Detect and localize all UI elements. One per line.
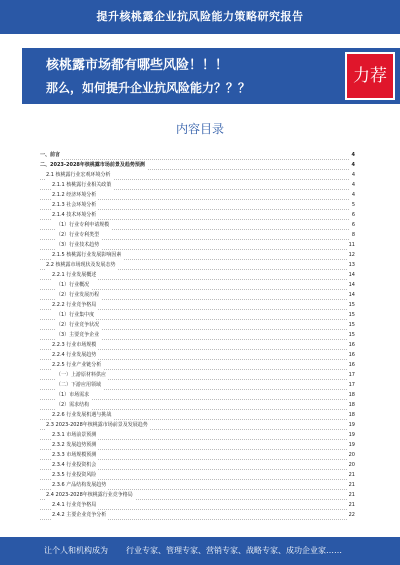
toc-entry[interactable] (40, 390, 355, 400)
recommend-seal: 力荐 (345, 52, 395, 100)
toc-entry-title: （二）下游应用领域 (56, 382, 102, 388)
toc-entry-title: 2.2.4 行业发展趋势 (52, 352, 97, 358)
toc-entry[interactable] (40, 240, 355, 250)
toc-entry[interactable] (40, 340, 355, 350)
toc-entry[interactable] (40, 250, 355, 260)
toc-entry-page: 15 (348, 322, 355, 328)
toc-entry-page: 8 (351, 232, 355, 238)
toc-heading: 内容目录 (175, 122, 224, 136)
toc-entry-title: 2.3.4 行业投资机会 (52, 462, 97, 468)
toc-entry-title: 2.4.2 主要企业竞争分析 (52, 512, 107, 518)
toc-entry-title: 2.2.1 行业发展概述 (52, 272, 97, 278)
toc-entry-title: （1）市场需求 (56, 392, 90, 398)
toc-entry-title: （3）行业技术趋势 (56, 242, 100, 248)
toc-entry-page: 15 (348, 302, 355, 308)
toc-entry[interactable] (40, 320, 355, 330)
toc-entry-page: 15 (348, 312, 355, 318)
toc-entry-page: 14 (348, 292, 355, 298)
toc-entry[interactable] (40, 410, 355, 420)
toc-entry[interactable] (40, 280, 355, 290)
toc-entry[interactable] (40, 180, 355, 190)
hero-banner (22, 48, 400, 104)
toc-entry[interactable] (40, 200, 355, 210)
toc-entry-page: 4 (351, 192, 355, 198)
toc-entry[interactable] (40, 400, 355, 410)
toc-entry-title: 2.3.6 产品结构发展趋势 (52, 482, 107, 488)
toc-entry[interactable] (40, 190, 355, 200)
toc-entry-page: 4 (351, 172, 355, 178)
toc-entry-page: 18 (348, 412, 355, 418)
toc-entry[interactable] (40, 380, 355, 390)
toc-entry-page: 19 (348, 442, 355, 448)
footer-bar (0, 537, 400, 565)
toc-entry-title: 2.2.5 行业产业链分析 (52, 362, 102, 368)
header-bar (0, 0, 400, 34)
toc-entry-page: 4 (351, 162, 355, 168)
toc-entry-page: 17 (348, 372, 355, 378)
toc-entry-page: 20 (348, 452, 355, 458)
toc-entry-title: 2.1.2 经济环境分析 (52, 192, 97, 198)
toc-entry-title: （1）行业概况 (56, 282, 90, 288)
toc-entry-title: 2.3 2023-2028年核桃露市场前景及发展趋势 (46, 422, 148, 428)
toc-entry[interactable] (40, 440, 355, 450)
toc-entry-page: 21 (348, 482, 355, 488)
toc-entry-title: 2.1.1 核桃露行业相关政策 (52, 182, 112, 188)
report-title: 提升核桃露企业抗风险能力策略研究报告 (96, 10, 304, 23)
toc-entry[interactable] (40, 330, 355, 340)
toc-entry-title: 二、2023-2028年核桃露市场前景及趋势预测 (40, 162, 145, 168)
toc-entry-title: 2.4 2023-2028年核桃露行业竞争格局 (46, 492, 133, 498)
toc-entry-title: （2）行业专利类型 (56, 232, 100, 238)
toc-entry[interactable] (40, 310, 355, 320)
toc-entry-page: 18 (348, 392, 355, 398)
toc-entry[interactable] (40, 480, 355, 490)
toc-entry[interactable] (40, 210, 355, 220)
toc-entry[interactable] (40, 430, 355, 440)
toc-entry-page: 11 (348, 242, 355, 248)
toc-entry[interactable] (40, 490, 355, 500)
toc-entry-title: （1）行业专利申请规模 (56, 222, 110, 228)
toc-entry-title: 2.3.5 行业投资风险 (52, 472, 97, 478)
toc-entry-page: 4 (351, 152, 355, 158)
toc-entry[interactable] (40, 350, 355, 360)
toc-entry-title: 2.2.6 行业发展机遇与挑战 (52, 412, 112, 418)
toc-entry-title: （1）行业集中度 (56, 312, 95, 318)
toc-entry[interactable] (40, 450, 355, 460)
toc-entry-title: 2.1 核桃露行业宏观环境分析 (46, 172, 111, 178)
toc-entry[interactable] (40, 150, 355, 160)
toc-entry-page: 19 (348, 432, 355, 438)
footer-slogan-left: 让个人和机构成为 (44, 546, 108, 555)
toc-entry-title: 2.2.2 行业竞争格局 (52, 302, 97, 308)
toc-entry[interactable] (40, 370, 355, 380)
toc-entry-page: 22 (348, 512, 355, 518)
toc-entry[interactable] (40, 160, 355, 170)
toc-entry-page: 15 (348, 332, 355, 338)
toc-entry-title: 2.4.1 行业竞争格局 (52, 502, 97, 508)
toc-entry-page: 20 (348, 462, 355, 468)
toc-entry-page: 6 (351, 212, 355, 218)
toc-entry-page: 14 (348, 282, 355, 288)
toc-entry-page: 14 (348, 272, 355, 278)
toc-entry-title: 2.3.3 市场规模预测 (52, 452, 97, 458)
toc-entry[interactable] (40, 510, 355, 520)
toc-entry-page: 16 (348, 352, 355, 358)
toc-entry[interactable] (40, 270, 355, 280)
toc-entry-title: 2.1.4 技术环境分析 (52, 212, 97, 218)
toc-entry[interactable] (40, 290, 355, 300)
toc-entry-title: （一）上游原材料供应 (56, 372, 107, 378)
toc-entry-page: 4 (351, 182, 355, 188)
toc-entry-page: 17 (348, 382, 355, 388)
toc-entry-page: 21 (348, 492, 355, 498)
toc-entry-title: 2.3.1 市场前景预测 (52, 432, 97, 438)
toc-entry-title: 2.2 核桃露市场现状及发展态势 (46, 262, 116, 268)
toc-entry-title: （2）需求结构 (56, 402, 90, 408)
toc-entry[interactable] (40, 260, 355, 270)
toc-entry-page: 21 (348, 472, 355, 478)
toc-entry-title: 2.3.2 发展趋势预测 (52, 442, 97, 448)
toc-entry-page: 18 (348, 402, 355, 408)
table-of-contents (40, 150, 355, 520)
toc-entry-title: 一、前言 (40, 152, 61, 158)
toc-entry[interactable] (40, 230, 355, 240)
toc-entry-title: （2）行业发展历程 (56, 292, 100, 298)
footer-slogan-right: 行业专家、管理专家、营销专家、战略专家、成功企业家…… (126, 546, 342, 555)
toc-entry-title: 2.2.3 行业市场规模 (52, 342, 97, 348)
banner-subline: 那么，如何提升企业抗风险能力？？？ (46, 81, 251, 95)
toc-entry-title: 2.1.3 社会环境分析 (52, 202, 97, 208)
toc-entry[interactable] (40, 220, 355, 230)
toc-entry-page: 5 (351, 202, 355, 208)
toc-entry-page: 12 (348, 252, 355, 258)
toc-entry-page: 16 (348, 342, 355, 348)
toc-entry-title: 2.1.5 核桃露行业发展影响因素 (52, 252, 122, 258)
banner-headline: 核桃露市场都有哪些风险！！！ (46, 58, 229, 73)
toc-entry-title: （3）主要竞争企业 (56, 332, 100, 338)
toc-entry-page: 13 (348, 262, 355, 268)
toc-entry[interactable] (40, 420, 355, 430)
toc-entry-page: 16 (348, 362, 355, 368)
toc-entry[interactable] (40, 500, 355, 510)
toc-entry[interactable] (40, 360, 355, 370)
toc-entry-page: 21 (348, 502, 355, 508)
toc-entry[interactable] (40, 470, 355, 480)
toc-entry[interactable] (40, 170, 355, 180)
toc-entry-page: 6 (351, 222, 355, 228)
toc-entry-page: 19 (348, 422, 355, 428)
toc-entry[interactable] (40, 460, 355, 470)
toc-entry-title: （2）行业竞争状况 (56, 322, 100, 328)
toc-entry[interactable] (40, 300, 355, 310)
